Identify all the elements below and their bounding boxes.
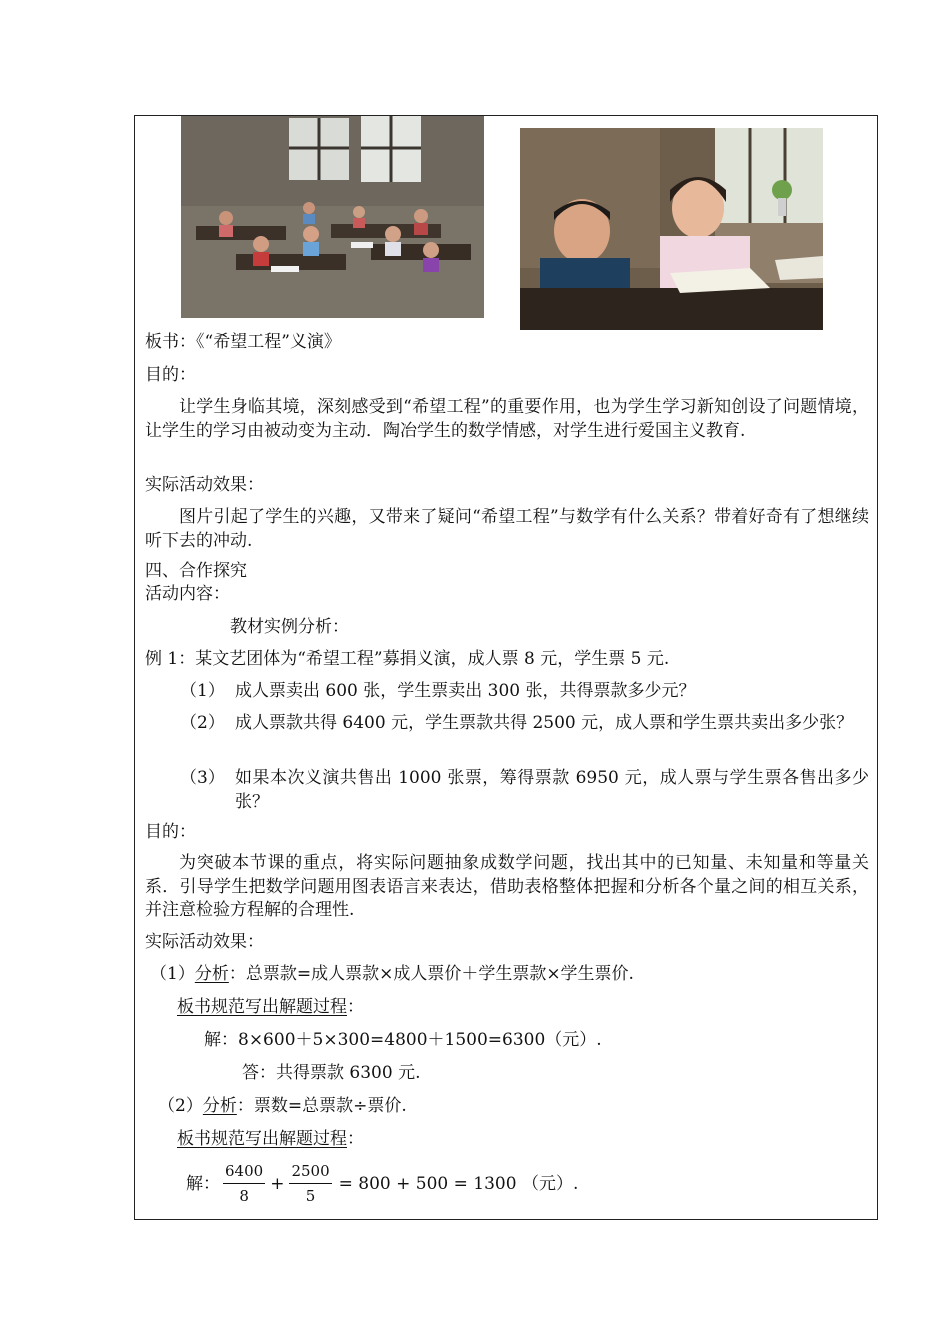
- section4-title: 四、合作探究: [145, 561, 247, 581]
- question-2-num: （2）: [180, 713, 225, 733]
- question-2-text: 成人票款共得 6400 元，学生票款共得 2500 元，成人票和学生票共卖出多少张？: [235, 713, 854, 733]
- fraction-6400-over-8: [223, 1161, 265, 1206]
- part1-analysis-rest: ：总票款=成人票款×成人票价＋学生票款×学生票价.: [228, 964, 634, 984]
- effect1-text: 图片引起了学生的兴趣，又带来了疑问“希望工程”与数学有什么关系？带着好奇有了想继续听下去的冲动.: [145, 507, 869, 551]
- activity-label: 活动内容：: [145, 584, 230, 604]
- part2-analysis-rest: ：票数=总票款÷票价.: [236, 1096, 407, 1116]
- question-1-text: 成人票卖出 600 张，学生票卖出 300 张，共得票款多少元？: [235, 681, 696, 701]
- purpose1-text: 让学生身临其境，深刻感受到“希望工程”的重要作用，也为学生学习新知创设了问题情境，让学生的学习由被动变为主动．陶冶学生的数学情感，对学生进行爱国主义教育.: [145, 397, 869, 441]
- part2-prefix: （2）: [158, 1096, 203, 1116]
- purpose1-label: 目的：: [145, 365, 196, 385]
- purpose2-text: 为突破本节课的重点，将实际问题抽象成数学问题，找出其中的已知量、未知量和等量关系．引导学生把数学问题用图表语言来表达，借助表格整体把握和分析各个量之间的相互关系，并注意检验方程解的合理性.: [145, 853, 869, 920]
- effect1-label: 实际活动效果：: [145, 475, 264, 495]
- part1-analysis-word: 分析: [194, 964, 229, 984]
- part1-analysis-line: [150, 963, 634, 986]
- frac1-denominator: 8: [239, 1187, 249, 1205]
- board-title: 板书：《“希望工程”义演》: [145, 332, 341, 352]
- part1-answer: 答：共得票款 6300 元.: [242, 1063, 421, 1083]
- example-intro: 例 1：某文艺团体为“希望工程”募捐义演，成人票 8 元，学生票 5 元.: [145, 649, 670, 669]
- purpose2-label: 目的：: [145, 822, 196, 842]
- children-photo: [520, 128, 823, 330]
- question-3-num: （3）: [180, 768, 225, 788]
- fraction-2500-over-5: [289, 1161, 331, 1206]
- part1-board-note-line: [177, 996, 364, 1019]
- question-3-text: 如果本次义演共售出 1000 张票，筹得票款 6950 元，成人票与学生票各售出多少张？: [235, 768, 869, 812]
- part2-board-colon: ：: [347, 1129, 364, 1149]
- part1-prefix: （1）: [150, 964, 195, 984]
- part2-board-note-line: [177, 1128, 364, 1151]
- part2-solution-rest: = 800 + 500 = 1300 （元）.: [338, 1173, 579, 1194]
- part1-board-note: 板书规范写出解题过程: [177, 997, 347, 1017]
- frac2-denominator: 5: [305, 1187, 316, 1205]
- part2-analysis-line: [158, 1095, 407, 1118]
- plus-sign: +: [270, 1173, 285, 1194]
- frac1-numerator: 6400: [223, 1161, 265, 1184]
- part2-solution: [186, 1161, 578, 1206]
- part1-board-colon: ：: [347, 997, 364, 1017]
- part2-analysis-word: 分析: [202, 1096, 237, 1116]
- effect2-label: 实际活动效果：: [145, 932, 264, 952]
- part2-solution-label: 解：: [186, 1173, 220, 1194]
- part2-board-note: 板书规范写出解题过程: [177, 1129, 347, 1149]
- frac2-numerator: 2500: [289, 1161, 331, 1184]
- question-1-num: （1）: [180, 681, 225, 701]
- classroom-photo: [181, 116, 484, 318]
- part1-solution: 解：8×600＋5×300=4800＋1500=6300（元）.: [204, 1030, 602, 1050]
- analysis-title: 教材实例分析：: [230, 617, 349, 637]
